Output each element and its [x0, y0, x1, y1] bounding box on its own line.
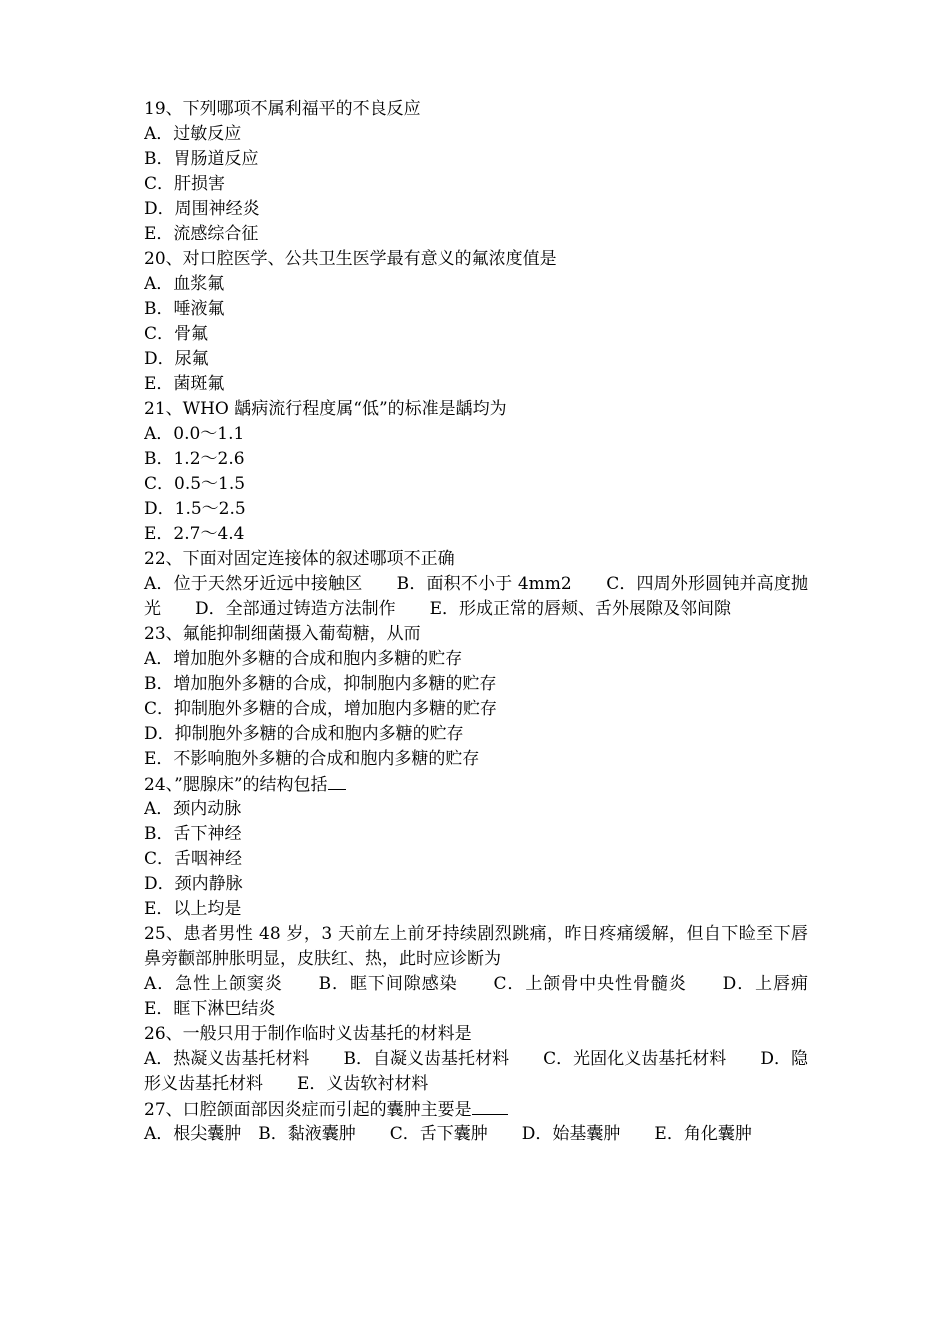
- option-d: D．尿氟: [144, 349, 209, 369]
- option-d: D．周围神经炎: [144, 199, 260, 219]
- question-stem: 25、患者男性 48 岁，3 天前左上前牙持续剧烈跳痛，昨日疼痛缓解，但自下睑至下唇鼻旁颧部肿胀明显，皮肤红、热，此时应诊断为: [144, 924, 808, 969]
- option-c: C．抑制胞外多糖的合成，增加胞内多糖的贮存: [144, 699, 498, 719]
- question-24: [144, 772, 808, 922]
- question-stem: 24、”腮腺床”的结构包括: [144, 775, 328, 795]
- question-23: [144, 622, 808, 772]
- option-d: D．抑制胞外多糖的合成和胞内多糖的贮存: [144, 724, 464, 744]
- question-stem: 20、对口腔医学、公共卫生医学最有意义的氟浓度值是: [144, 249, 557, 269]
- question-19: [144, 97, 808, 247]
- question-stem: 19、下列哪项不属利福平的不良反应: [144, 99, 421, 119]
- answer-blank: [328, 772, 346, 790]
- question-stem: 26、一般只用于制作临时义齿基托的材料是: [144, 1024, 472, 1044]
- option-b: B．舌下神经: [144, 824, 242, 844]
- option-c: C．肝损害: [144, 174, 226, 194]
- option-b: B．胃肠道反应: [144, 149, 259, 169]
- options-paragraph: A．根尖囊肿 B．黏液囊肿 C．舌下囊肿 D．始基囊肿 E．角化囊肿: [144, 1124, 752, 1144]
- options-paragraph: A．热凝义齿基托材料 B．自凝义齿基托材料 C．光固化义齿基托材料 D．隐形义齿基托材料 E．义齿软衬材料: [144, 1049, 808, 1094]
- option-e: E．2.7～4.4: [144, 524, 245, 544]
- option-a: A．过敏反应: [144, 124, 242, 144]
- question-stem: 21、WHO 龋病流行程度属“低”的标准是龋均为: [144, 399, 507, 419]
- question-22: [144, 547, 808, 622]
- options-paragraph: A．位于天然牙近远中接触区 B．面积不小于 4mm2 C．四周外形圆钝并高度抛光 D．全部通过铸造方法制作 E．形成正常的唇颊、舌外展隙及邻间隙: [144, 574, 808, 619]
- question-stem: 22、下面对固定连接体的叙述哪项不正确: [144, 549, 455, 569]
- question-25: [144, 922, 842, 1022]
- option-d: D．颈内静脉: [144, 874, 243, 894]
- option-b: B．唾液氟: [144, 299, 225, 319]
- question-stem-row: [144, 1097, 808, 1122]
- question-stem-row: [144, 772, 808, 797]
- answer-blank: [472, 1097, 508, 1115]
- option-d: D．1.5～2.5: [144, 499, 246, 519]
- option-c: C．骨氟: [144, 324, 209, 344]
- option-c: C．0.5～1.5: [144, 474, 246, 494]
- question-stem: 27、口腔颌面部因炎症而引起的囊肿主要是: [144, 1100, 472, 1120]
- question-20: [144, 247, 808, 397]
- option-a: A．血浆氟: [144, 274, 225, 294]
- option-b: B．增加胞外多糖的合成，抑制胞内多糖的贮存: [144, 674, 497, 694]
- option-a: A．颈内动脉: [144, 799, 242, 819]
- options-paragraph: A．急性上颌窦炎 B．眶下间隙感染 C．上颌骨中央性骨髓炎 D．上唇痈 E．眶下淋巴结炎: [144, 974, 842, 1019]
- option-a: A．0.0～1.1: [144, 424, 245, 444]
- option-e: E．不影响胞外多糖的合成和胞内多糖的贮存: [144, 749, 480, 769]
- option-c: C．舌咽神经: [144, 849, 243, 869]
- question-21: [144, 397, 808, 547]
- document-page: [144, 97, 842, 1147]
- option-e: E．以上均是: [144, 899, 242, 919]
- question-27: [144, 1097, 808, 1147]
- question-stem: 23、氟能抑制细菌摄入葡萄糖，从而: [144, 624, 421, 644]
- option-e: E．菌斑氟: [144, 374, 225, 394]
- option-a: A．增加胞外多糖的合成和胞内多糖的贮存: [144, 649, 463, 669]
- question-26: [144, 1022, 808, 1097]
- option-b: B．1.2～2.6: [144, 449, 245, 469]
- option-e: E．流感综合征: [144, 224, 259, 244]
